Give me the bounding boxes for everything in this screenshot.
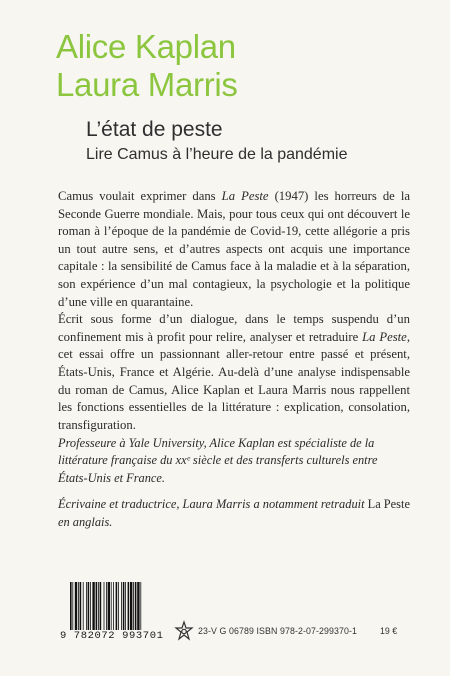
back-cover-blurb	[58, 188, 410, 434]
blurb-paragraph	[58, 311, 410, 434]
barcode-digits: 9 782072 993701	[60, 630, 164, 642]
price: 19 €	[380, 626, 398, 636]
author-name: Laura Marris	[56, 66, 238, 103]
blurb-text: Camus voulait exprimer dans	[58, 189, 222, 203]
gallimard-star-logo-icon	[172, 620, 196, 644]
blurb-italic: La Peste	[362, 329, 407, 344]
bio-text: en anglais.	[58, 514, 113, 529]
bio-text-roman: La Peste	[367, 497, 410, 512]
blurb-text: (1947) les horreurs de la Seconde Guerre mondiale. Mais, pour tous ceux qui ont découvert le roman à l’époque de la pandémie de Covid-19, cette allégorie a pris un tout autre sens, et d’autres aspects ont acquis une importance capitale : la sensibilité de Camus face à la maladie et à la séparation, son expérience d’un mal contagieux, la psychologie et la politique d’une ville en quarantaine.	[58, 189, 410, 309]
blurb-italic: La Peste	[221, 189, 269, 203]
blurb-paragraph	[58, 188, 410, 311]
blurb-text: Écrit sous forme d’un dialogue, dans le temps suspendu d’un confinement mis à profit pour relire, analyser et retraduire	[58, 312, 410, 344]
author-name: Alice Kaplan	[56, 28, 236, 65]
isbn-barcode	[60, 578, 170, 648]
book-title: L’état de peste	[86, 118, 223, 141]
author-names	[56, 28, 238, 104]
blurb-text: , cet essai offre un passionnant aller-retour entre passé et présent, États-Unis, France et Algérie. Au-delà d’une analyse indispensable du roman de Camus, Alice Kaplan et Laura Marris nous rappellent les fonctions essentielles de la littérature : explication, consolation, transfiguration.	[58, 329, 410, 432]
barcode-bars	[70, 582, 165, 630]
bio-marris	[58, 496, 410, 531]
publisher-info: 23-V G 06789 ISBN 978-2-07-299370-1	[198, 626, 358, 636]
bio-kaplan: Professeure à Yale University, Alice Kaplan est spécialiste de la littérature française du xxᵉ siècle et des transferts culturels entre États-Unis et France.	[58, 436, 378, 485]
author-bios	[58, 435, 410, 540]
book-subtitle: Lire Camus à l’heure de la pandémie	[86, 146, 348, 163]
bio-text: Écrivaine et traductrice, Laura Marris a notamment retraduit	[58, 497, 368, 512]
